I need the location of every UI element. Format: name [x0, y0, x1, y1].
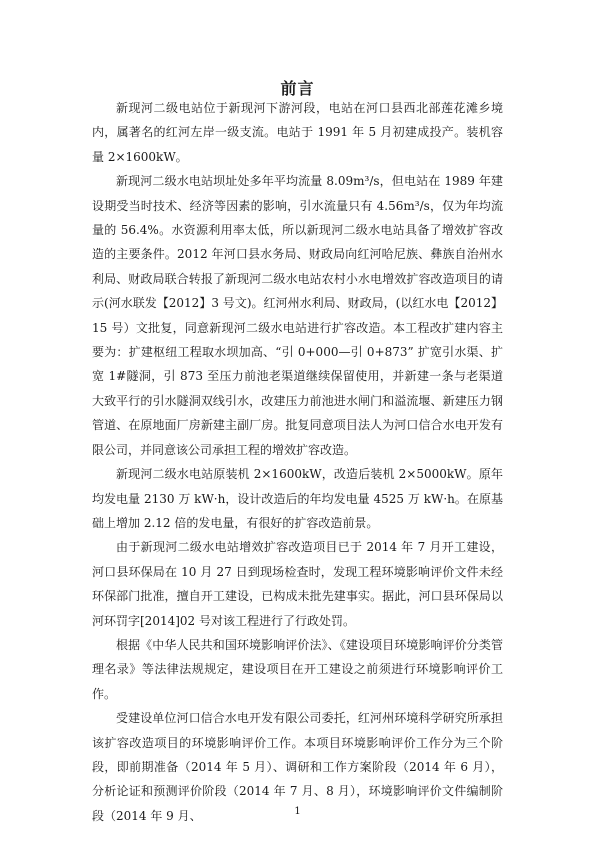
paragraph-2: 新现河二级水电站坝址处多年平均流量 8.09m³/s，但电站在 1989 年建设期受当时技术、经济等因素的影响，引水流量只有 4.56m³/s，仅为年均流量的 56.4%。水资源利用率太低，所以新现河二级水电站具备了增效扩容改造的主要条件。2012 年河口县水务局、财政局向红河哈尼族、彝族自治州水利局、财政局联合转报了新现河二级水电站农村小水电增效扩容改造项目的请示(河水联发【2012】3 号文)。红河州水利局、财政局，(以红水电【2012】15 号）文批复，同意新现河二级水电站进行扩容改造。本工程改扩建内容主要为：扩建枢纽工程取水坝加高、“引 0+000—引 0+873” 扩宽引水渠、扩宽 1#隧洞，引 873 至压力前池老渠道继续保留使用，并新建一条与老渠道大致平行的引水隧洞双线引水，改建压力前池进水闸门和溢流堰、新建压力钢管道、在原地面厂房新建主副厂房。批复同意项目法人为河口信合水电开发有限公司，并同意该公司承担工程的增效扩容改造。	[92, 174, 503, 457]
paragraph-6: 受建设单位河口信合水电开发有限公司委托，红河州环境科学研究所承担该扩容改造项目的环境影响评价工作。本项目环境影响评价工作分为三个阶段，即前期准备（2014 年 5 月）、调研和工作方案阶段（2014 年 6 月），分析论证和预测评价阶段（2014 年 7 月、8 月），环境影响评价文件编制阶段（2014 年 9 月、	[92, 711, 503, 823]
paragraph-5: 根据《中华人民共和国环境影响评价法》、《建设项目环境影响评价分类管理名录》等法律法规规定，建设项目在开工建设之前须进行环境影响评价工作。	[92, 637, 503, 701]
body-text	[92, 96, 503, 828]
paragraph-4: 由于新现河二级水电站增效扩容改造项目已于 2014 年 7 月开工建设，河口县环保局在 10 月 27 日到现场检查时，发现工程环境影响评价文件未经环保部门批准，擅自开工建设，已构成未批先建事实。据此，河口县环保局以河环罚字[2014]02 号对该工程进行了行政处罚。	[92, 540, 503, 628]
paragraph-3: 新现河二级水电站原装机 2×1600kW，改造后装机 2×5000kW。原年均发电量 2130 万 kW·h，设计改造后的年均发电量 4525 万 kW·h。在原基础上增加 2.12 倍的发电量，有很好的扩容改造前景。	[92, 467, 503, 530]
page-title: 前言	[280, 79, 315, 98]
paragraph-1: 新现河二级电站位于新现河下游河段，电站在河口县西北部莲花滩乡境内，属著名的红河左岸一级支流。电站于 1991 年 5 月初建成投产。装机容量 2×1600kW。	[92, 101, 503, 164]
page-number: 1	[294, 806, 301, 817]
